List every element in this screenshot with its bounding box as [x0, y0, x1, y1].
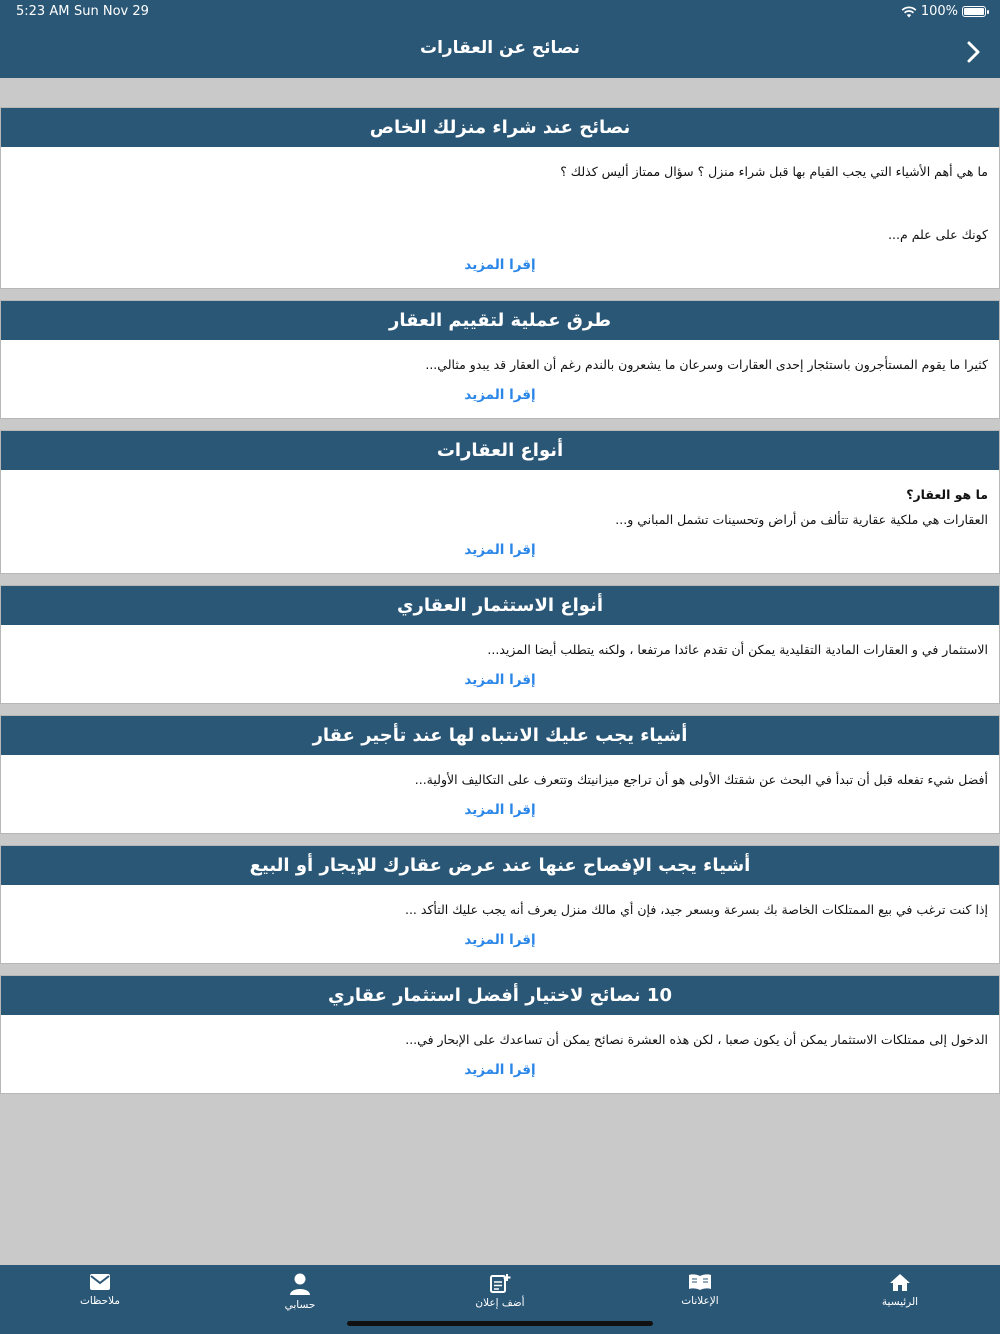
- status-time: 5:23 AM: [16, 4, 70, 19]
- article-excerpt: [1, 1015, 999, 1052]
- tab-label: ملاحظات: [79, 1295, 121, 1307]
- book-icon: [688, 1273, 712, 1291]
- add-listing-icon: [489, 1273, 511, 1293]
- article-title[interactable]: نصائح عند شراء منزلك الخاص: [1, 108, 999, 147]
- article-card[interactable]: [0, 845, 1000, 964]
- excerpt-line: ما هي أهم الأشياء التي يجب القيام بها قبل شراء منزل ؟ سؤال ممتاز أليس كذلك ؟: [560, 164, 988, 179]
- article-card[interactable]: [0, 585, 1000, 704]
- excerpt-gap: [12, 184, 988, 222]
- chevron-right-icon[interactable]: [962, 38, 986, 66]
- status-right: [901, 4, 986, 19]
- tab-account[interactable]: [240, 1273, 360, 1311]
- article-title[interactable]: أشياء يجب الإفصاح عنها عند عرض عقارك للإيجار أو البيع: [1, 846, 999, 885]
- status-date: Sun Nov 29: [74, 4, 149, 19]
- article-excerpt: [1, 340, 999, 377]
- read-more-link[interactable]: إقرا المزيد: [464, 387, 536, 403]
- article-card[interactable]: [0, 107, 1000, 289]
- tab-label: حسابي: [284, 1299, 316, 1311]
- excerpt-line: ما هو العقار؟: [906, 487, 988, 502]
- tab-label: أضف إعلان: [475, 1297, 525, 1309]
- battery-icon: [962, 6, 986, 17]
- article-title[interactable]: أنواع العقارات: [1, 431, 999, 470]
- tab-label: الإعلانات: [681, 1295, 719, 1307]
- article-card[interactable]: [0, 430, 1000, 574]
- article-title[interactable]: 10 نصائح لاختيار أفضل استثمار عقاري: [1, 976, 999, 1015]
- excerpt-line: كونك على علم م...: [888, 227, 988, 242]
- article-excerpt: [1, 147, 999, 247]
- excerpt-line: العقارات هي ملكية عقارية تتألف من أراض وتحسينات تشمل المباني و...: [615, 512, 988, 527]
- article-title[interactable]: أنواع الاستثمار العقاري: [1, 586, 999, 625]
- excerpt-line: الدخول إلى ممتلكات الاستثمار يمكن أن يكون صعبا ، لكن هذه العشرة نصائح يمكن أن تساعدك على الإبحار في...: [405, 1032, 988, 1047]
- read-more-link[interactable]: إقرا المزيد: [464, 1062, 536, 1078]
- article-list: [0, 107, 1000, 1105]
- excerpt-line: كثيرا ما يقوم المستأجرون باستئجار إحدى العقارات وسرعان ما يشعرون بالندم رغم أن العقار قد يبدو مثالي...: [425, 357, 988, 372]
- tab-label: الرئيسية: [881, 1296, 919, 1308]
- page-title: نصائح عن العقارات: [419, 38, 581, 58]
- article-excerpt: [1, 755, 999, 792]
- home-indicator: [347, 1321, 653, 1326]
- article-title[interactable]: طرق عملية لتقييم العقار: [1, 301, 999, 340]
- read-more-link[interactable]: إقرا المزيد: [464, 542, 536, 558]
- tab-add-listing[interactable]: [440, 1273, 560, 1309]
- battery-percent: 100%: [920, 4, 958, 19]
- excerpt-line: إذا كنت ترغب في بيع الممتلكات الخاصة بك بسرعة وبسعر جيد، فإن أي مالك منزل يعرف أنه يجب عليك التأكد ...: [404, 902, 988, 917]
- user-icon: [289, 1273, 311, 1295]
- article-excerpt: [1, 470, 999, 532]
- wifi-icon: [901, 6, 917, 18]
- read-more-link[interactable]: إقرا المزيد: [464, 672, 536, 688]
- tab-home[interactable]: [840, 1273, 960, 1308]
- tab-notes[interactable]: [40, 1273, 160, 1307]
- mail-icon: [89, 1273, 111, 1291]
- read-more-link[interactable]: إقرا المزيد: [464, 802, 536, 818]
- article-card[interactable]: [0, 300, 1000, 419]
- read-more-link[interactable]: إقرا المزيد: [464, 932, 536, 948]
- article-card[interactable]: [0, 715, 1000, 834]
- article-card[interactable]: [0, 975, 1000, 1094]
- read-more-link[interactable]: إقرا المزيد: [464, 257, 536, 273]
- excerpt-line: أفضل شيء تفعله قبل أن تبدأ في البحث عن شقتك الأولى هو أن تراجع ميزانيتك وتتعرف على التكاليف الأولية...: [414, 772, 988, 787]
- battery-fill: [964, 8, 984, 15]
- top-bar: [0, 0, 1000, 78]
- article-title[interactable]: أشياء يجب عليك الانتباه لها عند تأجير عقار: [1, 716, 999, 755]
- article-excerpt: [1, 625, 999, 662]
- article-excerpt: [1, 885, 999, 922]
- home-icon: [889, 1273, 911, 1292]
- tab-listings[interactable]: [640, 1273, 760, 1307]
- excerpt-line: الاستثمار في و العقارات المادية التقليدية يمكن أن تقدم عائدا مرتفعا ، ولكنه يتطلب أيضا المزيد...: [487, 642, 988, 657]
